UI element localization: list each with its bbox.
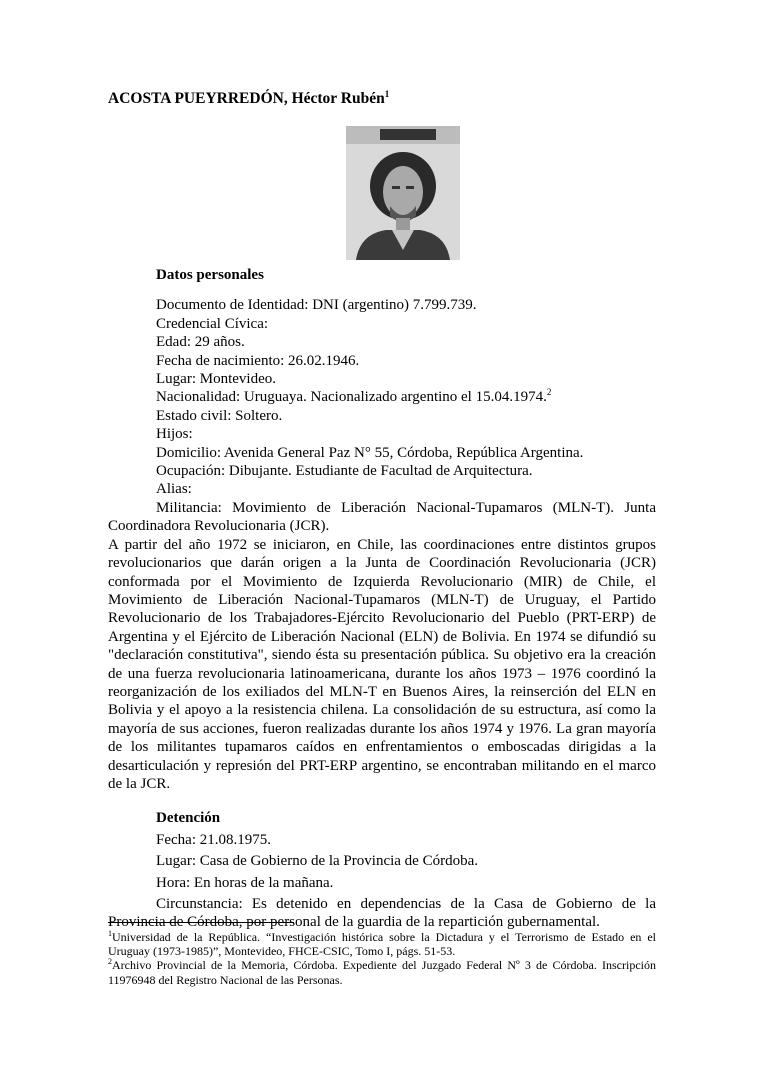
hijos-line: Hijos: — [156, 426, 193, 443]
footnote-1 — [108, 930, 656, 958]
militancia-line: Militancia: Movimiento de Liberación Nacional-Tupamaros (MLN-T). Junta Coordinadora Revolucionaria (JCR). — [108, 499, 656, 535]
detencion-fecha: Fecha: 21.08.1975. — [156, 831, 271, 848]
footnote-ref-2[interactable]: 2 — [546, 387, 552, 398]
credencial-line: Credencial Cívica: — [156, 315, 269, 332]
domicilio-line: Domicilio: Avenida General Paz N° 55, Córdoba, República Argentina. — [156, 444, 584, 461]
lugar-line: Lugar: Montevideo. — [156, 371, 276, 388]
title-text: ACOSTA PUEYRREDÓN, Héctor Rubén — [108, 90, 385, 107]
edad-line: Edad: 29 años. — [156, 334, 245, 351]
estado-civil-line: Estado civil: Soltero. — [156, 407, 283, 424]
detencion-heading: Detención — [156, 810, 221, 827]
detencion-lugar: Lugar: Casa de Gobierno de la Provincia de Córdoba. — [156, 853, 478, 870]
nacionalidad-line — [108, 388, 656, 406]
portrait-photo-icon — [346, 126, 460, 260]
document-body — [108, 266, 656, 932]
nacimiento-line: Fecha de nacimiento: 26.02.1946. — [156, 352, 360, 369]
detencion-hora: Hora: En horas de la mañana. — [156, 874, 334, 891]
jcr-paragraph: A partir del año 1972 se iniciaron, en Chile, las coordinaciones entre distintos grupos revolucionarios que darán origen a la Junta de Coordinación Revolucionaria (JCR) conformada por el Movimiento de Izquierda Revolucionario (MIR) de Chile, el Movimiento de Liberación Nacional-Tupamaros (MLN-T) de Uruguay, el Partido Revolucionario de los Trabajadores-Ejército Revolucionario del Pueblo (PRT-ERP) de Argentina y el Ejército de Liberación Nacional (ELN) de Bolivia. En 1974 se difundió su "declaración constitutiva", siendo ésta su presentación pública. Su objetivo era la creación de una fuerza revolucionaria latinoamericana, durante los años 1973 – 1976 coordinó la reorganización de los exiliados del MLN-T en Buenos Aires, la reinserción del ELN en Bolivia y el apoyo a la resistencia chilena. La consolidación de su estructura, así como la mayoría de sus acciones, fueron realizadas durante los años 1974 y 1976. La gran mayoría de los militantes tupamaros caídos en enfrentamientos o emboscadas dirigidas a la desarticulación y represión del PRT-ERP argentino, se encontraban militando en el marco de la JCR. — [108, 536, 656, 792]
footnote-number: 2 — [108, 957, 112, 967]
footnote-number: 1 — [108, 929, 112, 938]
footnote-text: Universidad de la República. “Investigación histórica sobre la Dictadura y el Terrorismo de Estado en el Uruguay (1973-1985)”, Montevideo, FHCE-CSIC, Tomo I, págs. 51-53. — [108, 930, 656, 959]
footnotes — [108, 930, 656, 987]
documento-line: Documento de Identidad: DNI (argentino) 7.799.739. — [156, 297, 477, 314]
personal-heading: Datos personales — [156, 267, 264, 283]
footnote-text: Archivo Provincial de la Memoria, Córdoba. Expediente del Juzgado Federal Nº 3 de Córdoba. Inscripción 11976948 del Registro Nacional de las Personas. — [108, 958, 656, 987]
footnote-divider — [108, 922, 294, 923]
detencion-circunstancia: Circunstancia: Es detenido en dependencias de la Casa de Gobierno de la Provincia de Córdoba, por personal de la guardia de la repartición gubernamental. — [108, 896, 656, 931]
portrait-photo — [346, 126, 460, 260]
footnote-2 — [108, 958, 656, 986]
footnote-ref-1[interactable]: 1 — [384, 88, 390, 99]
nacionalidad-text: Nacionalidad: Uruguaya. Nacionalizado argentino el 15.04.1974. — [156, 389, 547, 406]
document-title — [108, 90, 389, 108]
alias-line: Alias: — [156, 481, 192, 498]
ocupacion-line: Ocupación: Dibujante. Estudiante de Facultad de Arquitectura. — [156, 463, 533, 480]
